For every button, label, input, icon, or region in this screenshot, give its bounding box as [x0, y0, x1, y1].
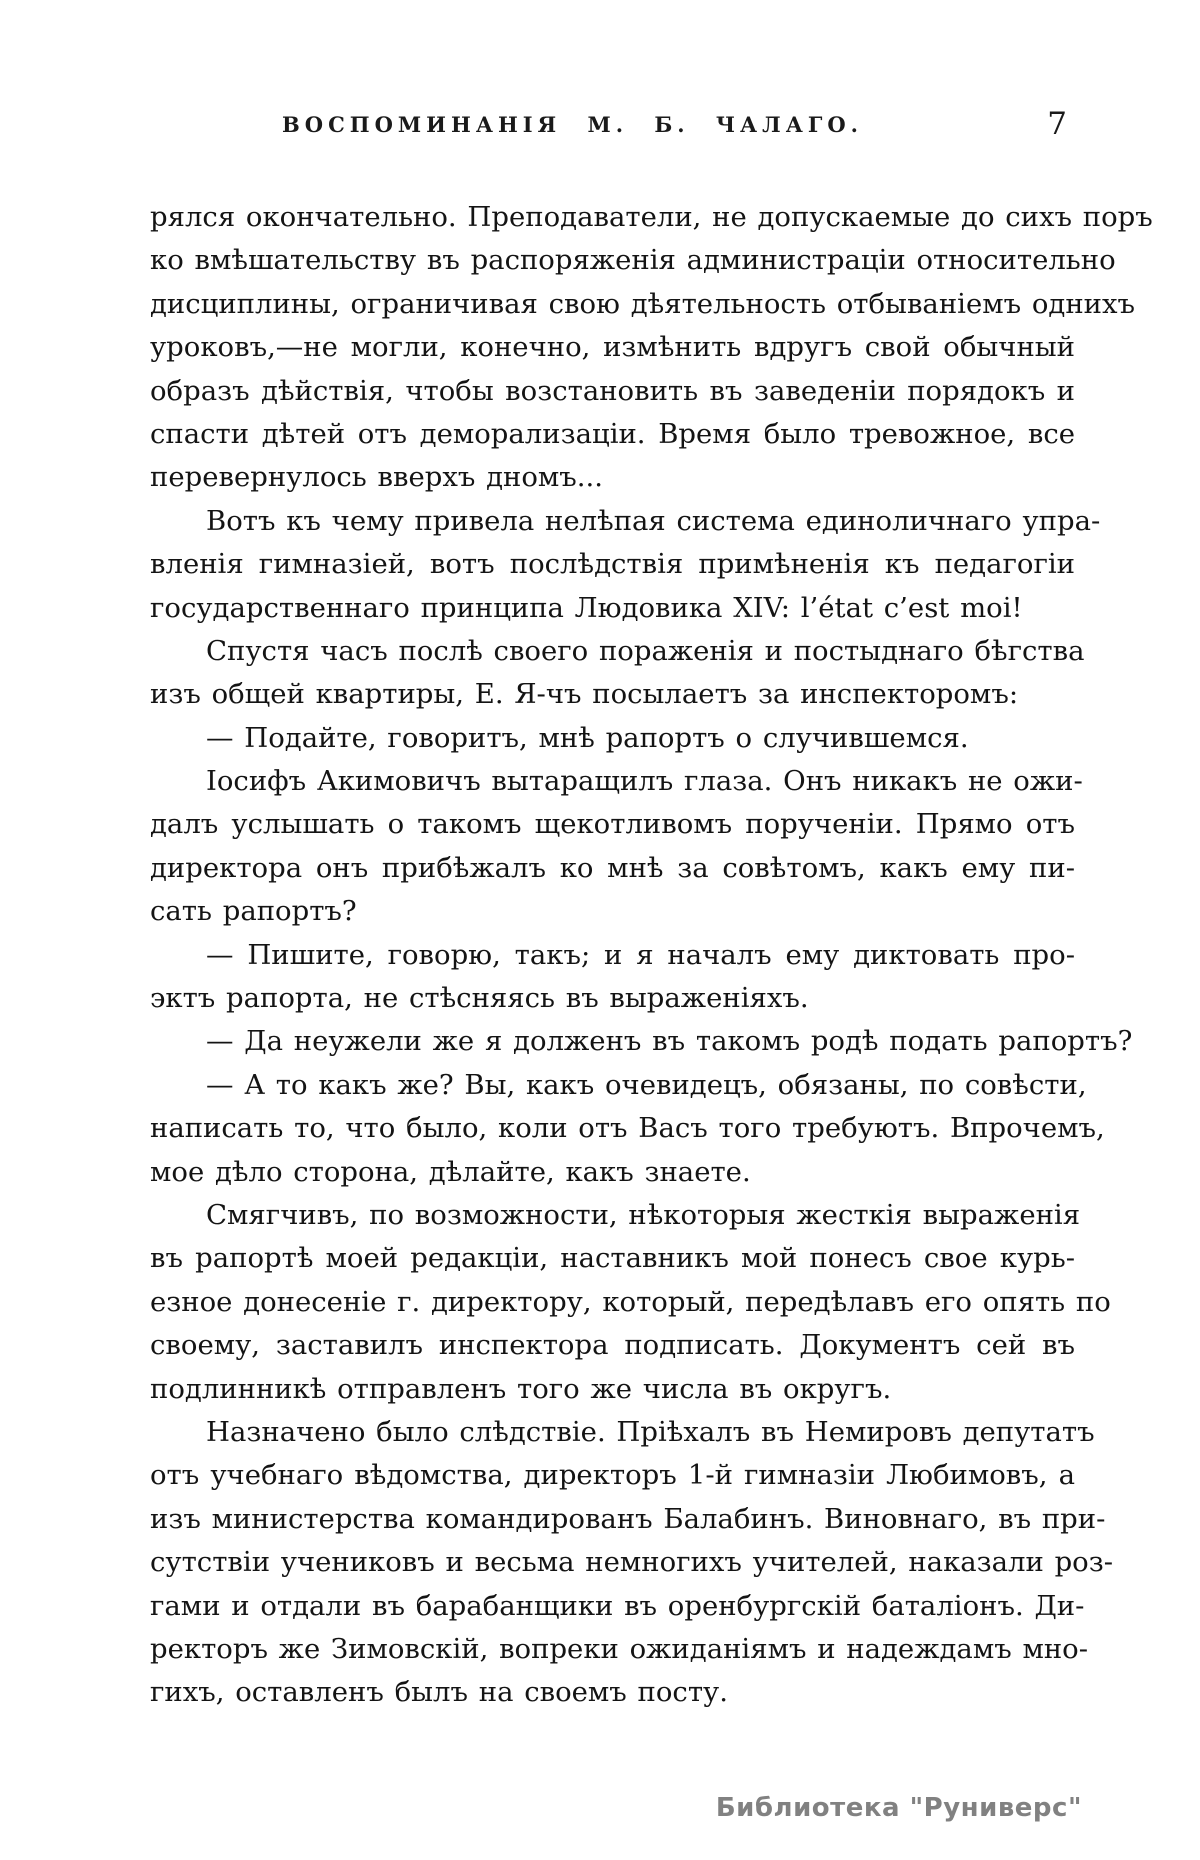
text-line: рялся окончательно. Преподаватели, не допускаемые до сихъ поръ: [150, 201, 1153, 233]
text-line: директора онъ прибѣжалъ ко мнѣ за совѣтомъ, какъ ему пи-: [150, 851, 1075, 884]
text-line: изъ общей квартиры, Е. Я-чъ посылаетъ за инспекторомъ:: [150, 678, 1019, 711]
text-line: Вотъ къ чему привела нелѣпая система единоличнаго упра-: [206, 504, 1101, 537]
text-line: подлинникѣ отправленъ того же числа въ округъ.: [150, 1372, 892, 1405]
text-line: уроковъ,—не могли, конечно, измѣнить вдругъ свой обычный: [150, 331, 1075, 364]
text-line: написать то, что было, коли отъ Васъ того требуютъ. Впрочемъ,: [150, 1112, 1105, 1145]
text-line: образъ дѣйствія, чтобы возстановить въ заведеніи порядокъ и: [150, 374, 1075, 407]
text-line: ко вмѣшательству въ распоряженія администраціи относительно: [150, 244, 1116, 277]
running-head-title: ВОСПОМИНАНІЯ М. Б. ЧАЛАГО.: [282, 112, 863, 137]
text-line: перевернулось вверхъ дномъ...: [150, 461, 604, 494]
text-line: мое дѣло сторона, дѣлайте, какъ знаете.: [150, 1155, 751, 1188]
text-line: езное донесеніе г. директору, который, передѣлавъ его опять по: [150, 1285, 1111, 1318]
text-line: изъ министерства командированъ Балабинъ. Виновнаго, въ при-: [150, 1502, 1106, 1535]
text-line: — Подайте, говоритъ, мнѣ рапортъ о случившемся.: [206, 721, 969, 754]
text-line: въ рапортѣ моей редакціи, наставникъ мой понесъ свое курь-: [150, 1242, 1075, 1275]
text-line: эктъ рапорта, не стѣсняясь въ выраженіяхъ.: [150, 982, 809, 1015]
text-line: далъ услышать о такомъ щекотливомъ порученіи. Прямо отъ: [150, 808, 1075, 841]
text-line: сутствіи учениковъ и весьма немногихъ учителей, наказали роз-: [150, 1546, 1114, 1579]
text-line: гихъ, оставленъ былъ на своемъ посту.: [150, 1676, 728, 1709]
text-line: Назначено было слѣдствіе. Пріѣхалъ въ Немировъ депутатъ: [206, 1415, 1095, 1448]
text-line: — А то какъ же? Вы, какъ очевидецъ, обязаны, по совѣсти,: [206, 1068, 1087, 1101]
text-line: Спустя часъ послѣ своего пораженія и постыднаго бѣгства: [206, 634, 1085, 667]
text-line: — Да неужели же я долженъ въ такомъ родѣ подать рапортъ?: [206, 1025, 1133, 1058]
page-body: [150, 196, 1153, 1715]
page-number: 7: [1047, 106, 1067, 142]
text-line: вленія гимназіей, вотъ послѣдствія примѣненія къ педагогіи: [150, 548, 1075, 581]
text-line: спасти дѣтей отъ деморализаціи. Время было тревожное, все: [150, 417, 1075, 450]
text-line: ректоръ же Зимовскій, вопреки ожиданіямъ и надеждамъ мно-: [150, 1632, 1089, 1665]
text-line: сать рапортъ?: [150, 895, 357, 928]
text-line: Смягчивъ, по возможности, нѣкоторыя жесткія выраженія: [206, 1198, 1081, 1231]
text-line: Іосифъ Акимовичъ вытаращилъ глаза. Онъ никакъ не ожи-: [206, 765, 1083, 798]
text-line: — Пишите, говорю, такъ; и я началъ ему диктовать про-: [206, 938, 1075, 971]
library-watermark: Библиотека "Руниверс": [715, 1793, 1082, 1823]
text-line: дисциплины, ограничивая свою дѣятельность отбываніемъ однихъ: [150, 287, 1136, 320]
text-line: своему, заставилъ инспектора подписать. Документъ сей въ: [150, 1329, 1075, 1362]
text-line: государственнаго принципа Людовика XIV: l’état c’est moi!: [150, 591, 1023, 624]
text-line: гами и отдали въ барабанщики въ оренбургскій баталіонъ. Ди-: [150, 1589, 1085, 1622]
text-line: отъ учебнаго вѣдомства, директоръ 1-й гимназіи Любимовъ, а: [150, 1459, 1075, 1492]
running-head: [150, 106, 1075, 146]
